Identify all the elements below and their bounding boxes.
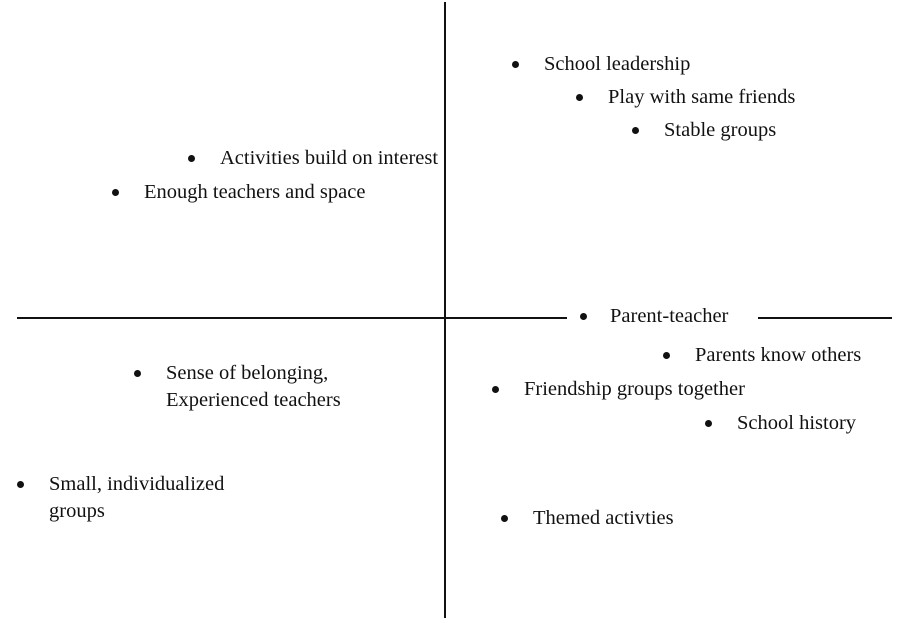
item-label: Parent-teacher (602, 303, 736, 330)
item-label: Themed activties (533, 507, 674, 529)
vertical-axis (444, 2, 446, 618)
bullet-icon (576, 94, 583, 101)
horizontal-axis-left (17, 317, 567, 319)
item-label: Stable groups (664, 119, 777, 141)
bullet-icon (492, 386, 499, 393)
bullet-icon (705, 420, 712, 427)
item-label: Activities build on interest (220, 147, 439, 169)
item-label: Friendship groups together (524, 378, 745, 400)
bullet-icon (188, 155, 195, 162)
item-label: Enough teachers and space (144, 181, 366, 203)
bullet-icon (580, 313, 587, 320)
item-label: School leadership (544, 53, 691, 75)
item-label: Parents know others (695, 344, 862, 366)
bullet-icon (134, 370, 141, 377)
bullet-icon (632, 127, 639, 134)
item-label: School history (737, 412, 857, 434)
bullet-icon (501, 515, 508, 522)
item-label: Sense of belonging, Experienced teachers (166, 362, 341, 411)
horizontal-axis-right (758, 317, 892, 319)
item-label: Small, individualized groups (49, 473, 225, 522)
bullet-icon (17, 481, 24, 488)
item-label: Play with same friends (608, 86, 796, 108)
bullet-icon (512, 61, 519, 68)
bullet-icon (112, 189, 119, 196)
bullet-icon (663, 352, 670, 359)
